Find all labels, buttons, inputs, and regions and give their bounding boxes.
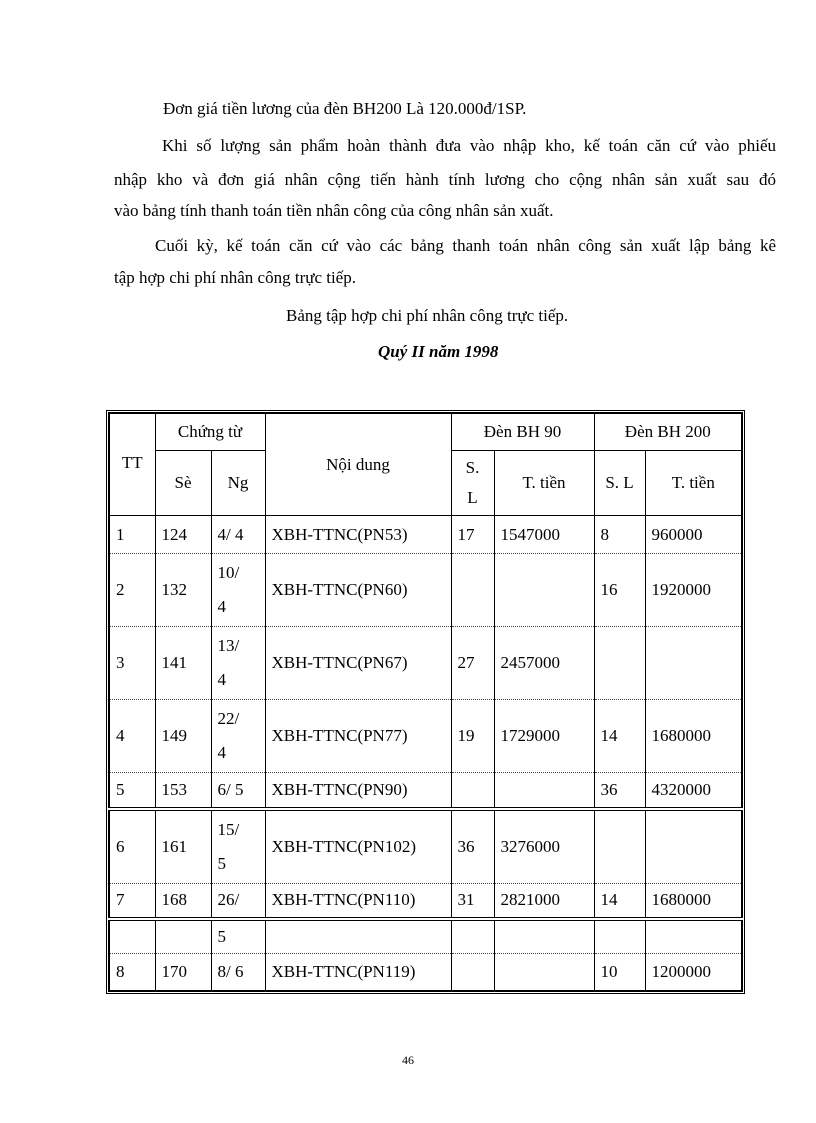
- cell-sl-bh200: 16: [594, 554, 645, 627]
- cell-se: 132: [155, 554, 211, 627]
- paragraph-warehouse-line-3: vào bảng tính thanh toán tiền nhân công của công nhân sản xuất.: [114, 201, 554, 220]
- cell-noi-dung: [265, 919, 451, 953]
- cell-sl-bh90: 27: [451, 627, 494, 700]
- cell-sl-bh90: 31: [451, 883, 494, 919]
- header-tien-bh90: T. tiền: [494, 451, 594, 516]
- cell-sl-bh90: [451, 773, 494, 809]
- header-tien-bh200: T. tiền: [645, 451, 742, 516]
- cell-tien-bh90: [494, 773, 594, 809]
- cell-tien-bh200: 1200000: [645, 953, 742, 991]
- cell-tien-bh90: [494, 554, 594, 627]
- cell-ng: 13/ 4: [211, 627, 265, 700]
- cell-sl-bh200: [594, 809, 645, 884]
- cell-se: 170: [155, 953, 211, 991]
- cell-sl-bh200: [594, 919, 645, 953]
- table-row: [109, 809, 742, 884]
- cell-sl-bh200: [594, 627, 645, 700]
- cell-noi-dung: XBH-TTNC(PN110): [265, 883, 451, 919]
- header-tt: TT: [109, 413, 155, 516]
- cell-noi-dung: XBH-TTNC(PN67): [265, 627, 451, 700]
- cell-tt: 5: [109, 773, 155, 809]
- header-den-bh200: Đèn BH 200: [594, 413, 742, 451]
- page-number: 46: [402, 1053, 414, 1067]
- cell-sl-bh90: 36: [451, 809, 494, 884]
- table-row: [109, 627, 742, 700]
- header-se: Sè: [155, 451, 211, 516]
- cell-noi-dung: XBH-TTNC(PN77): [265, 700, 451, 773]
- header-chung-tu: Chứng từ: [155, 413, 265, 451]
- paragraph-warehouse-line-1: Khi số lượng sản phẩm hoàn thành đưa vào nhập kho, kế toán căn cứ vào phiếu: [162, 136, 776, 155]
- cell-tien-bh90: 2457000: [494, 627, 594, 700]
- cell-se: 124: [155, 516, 211, 554]
- cell-sl-bh90: [451, 953, 494, 991]
- table-title: Bảng tập hợp chi phí nhân công trực tiếp.: [286, 306, 569, 325]
- cell-ng: 10/ 4: [211, 554, 265, 627]
- cell-tien-bh200: 960000: [645, 516, 742, 554]
- cell-sl-bh90: [451, 919, 494, 953]
- cell-sl-bh200: 14: [594, 700, 645, 773]
- cell-tt: 4: [109, 700, 155, 773]
- cell-tt: 1: [109, 516, 155, 554]
- labor-cost-table: [108, 412, 743, 992]
- cell-tt: 7: [109, 883, 155, 919]
- cell-se: 149: [155, 700, 211, 773]
- table-row: [109, 919, 742, 953]
- cell-ng: 6/ 5: [211, 773, 265, 809]
- header-ng: Ng: [211, 451, 265, 516]
- cell-tien-bh90: [494, 919, 594, 953]
- cell-sl-bh200: 14: [594, 883, 645, 919]
- table-row: [109, 953, 742, 991]
- cell-tien-bh90: 1729000: [494, 700, 594, 773]
- cell-ng: 4/ 4: [211, 516, 265, 554]
- cell-tien-bh200: 1920000: [645, 554, 742, 627]
- header-sl-bh200: S. L: [594, 451, 645, 516]
- table-row: [109, 883, 742, 919]
- cell-tt: 3: [109, 627, 155, 700]
- cell-tien-bh90: 2821000: [494, 883, 594, 919]
- cell-noi-dung: XBH-TTNC(PN102): [265, 809, 451, 884]
- cell-noi-dung: XBH-TTNC(PN60): [265, 554, 451, 627]
- cell-noi-dung: XBH-TTNC(PN90): [265, 773, 451, 809]
- paragraph-warehouse-line-2: nhập kho và đơn giá nhân cộng tiến hành tính lương cho cộng nhân sản xuất sau đó: [114, 170, 776, 189]
- cell-tien-bh200: 4320000: [645, 773, 742, 809]
- cell-sl-bh200: 10: [594, 953, 645, 991]
- cell-tien-bh90: 3276000: [494, 809, 594, 884]
- cell-sl-bh90: 17: [451, 516, 494, 554]
- cell-se: 141: [155, 627, 211, 700]
- table-row: [109, 773, 742, 809]
- paragraph-unit-price: Đơn giá tiền lương của đèn BH200 Là 120.000đ/1SP.: [163, 99, 527, 118]
- cell-ng: 15/ 5: [211, 809, 265, 884]
- paragraph-period-end-line-1: Cuối kỳ, kế toán căn cứ vào các bảng thanh toán nhân công sản xuất lập bảng kê: [155, 236, 776, 255]
- cell-tien-bh200: [645, 809, 742, 884]
- cell-sl-bh90: [451, 554, 494, 627]
- table-row: [109, 700, 742, 773]
- cell-tien-bh200: 1680000: [645, 883, 742, 919]
- cell-sl-bh200: 36: [594, 773, 645, 809]
- header-den-bh90: Đèn BH 90: [451, 413, 594, 451]
- cell-se: 168: [155, 883, 211, 919]
- cell-se: 161: [155, 809, 211, 884]
- cell-ng: 26/: [211, 883, 265, 919]
- cell-ng: 5: [211, 919, 265, 953]
- cell-tien-bh200: [645, 919, 742, 953]
- cell-tien-bh90: [494, 953, 594, 991]
- cell-tien-bh90: 1547000: [494, 516, 594, 554]
- cell-sl-bh200: 8: [594, 516, 645, 554]
- cell-tt: [109, 919, 155, 953]
- cell-noi-dung: XBH-TTNC(PN119): [265, 953, 451, 991]
- cell-tien-bh200: [645, 627, 742, 700]
- table-subtitle: Quý II năm 1998: [378, 342, 499, 361]
- cell-se: [155, 919, 211, 953]
- cell-noi-dung: XBH-TTNC(PN53): [265, 516, 451, 554]
- table-row: [109, 516, 742, 554]
- cell-ng: 8/ 6: [211, 953, 265, 991]
- table-row: [109, 554, 742, 627]
- cell-sl-bh90: 19: [451, 700, 494, 773]
- cell-tien-bh200: 1680000: [645, 700, 742, 773]
- header-sl-bh90: S. L: [451, 451, 494, 516]
- header-noi-dung: Nội dung: [265, 413, 451, 516]
- cell-tt: 6: [109, 809, 155, 884]
- cell-tt: 2: [109, 554, 155, 627]
- cell-se: 153: [155, 773, 211, 809]
- cell-ng: 22/ 4: [211, 700, 265, 773]
- paragraph-period-end-line-2: tập hợp chi phí nhân công trực tiếp.: [114, 268, 356, 287]
- cell-tt: 8: [109, 953, 155, 991]
